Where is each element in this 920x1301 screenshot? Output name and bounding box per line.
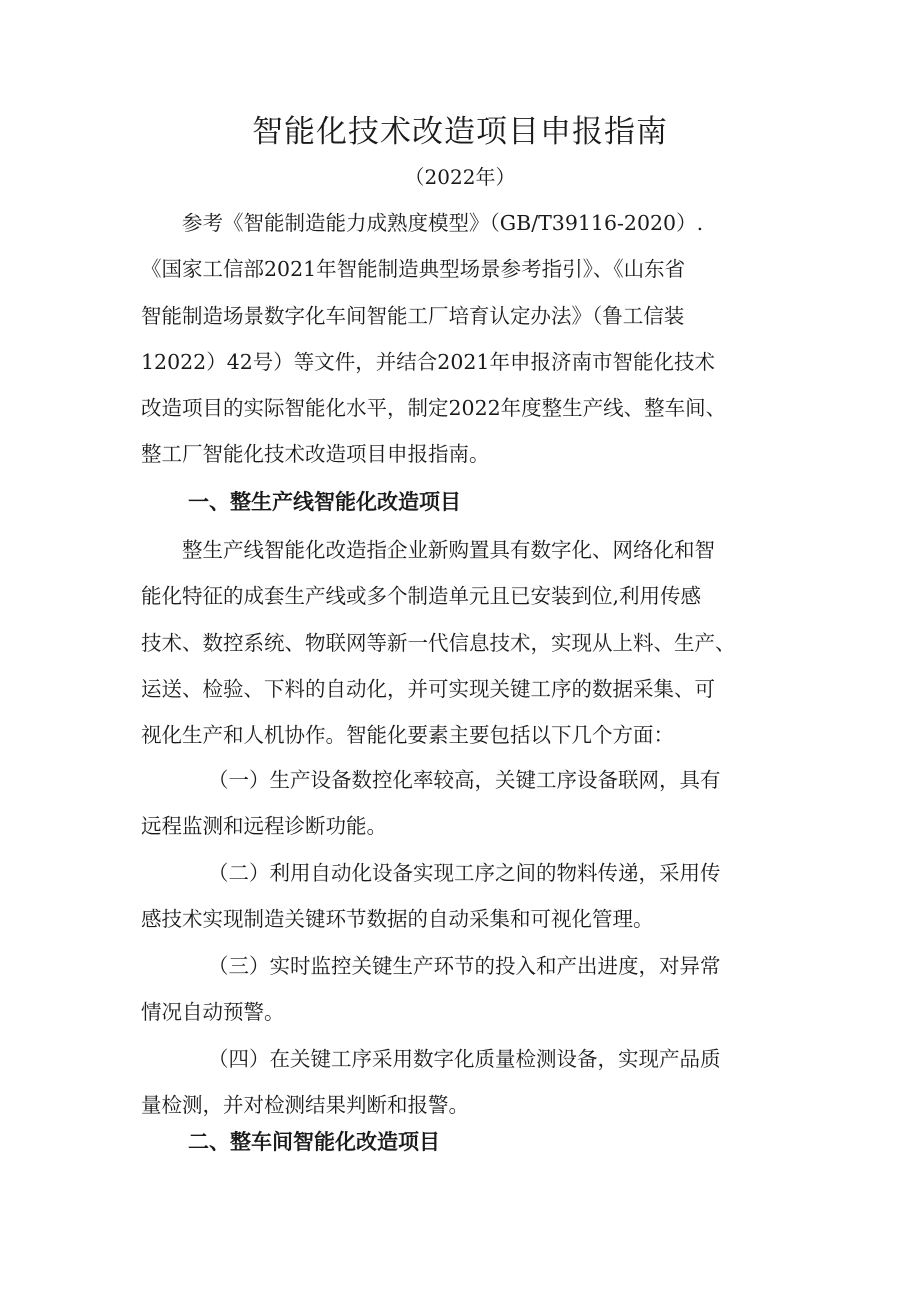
list-item-line: （一）生产设备数控化率较高，关键工序设备联网，具有 bbox=[208, 768, 721, 792]
intro-line: 参考《智能制造能力成熟度模型》（GB/T39116-2020）. bbox=[182, 211, 704, 235]
section1-paragraph bbox=[141, 527, 801, 758]
list-item-2 bbox=[141, 850, 801, 943]
section-heading-1: 一、整生产线智能化改造项目 bbox=[188, 490, 461, 514]
body-line: 运送、检验、下料的自动化，并可实现关键工序的数据采集、可 bbox=[141, 676, 715, 701]
document-year: （2022年） bbox=[404, 165, 516, 189]
list-item-line: （四）在关键工序采用数字化质量检测设备，实现产品质 bbox=[208, 1047, 721, 1071]
list-item-line: 感技术实现制造关键环节数据的自动采集和可视化管理。 bbox=[141, 907, 654, 932]
intro-line: 智能制造场景数字化车间智能工厂培育认定办法》（鲁工信装 bbox=[141, 303, 685, 328]
body-line: 技术、数控系统、物联网等新一代信息技术，实现从上料、生产、 bbox=[141, 630, 736, 655]
list-item-3 bbox=[141, 943, 801, 1036]
intro-line: 《国家工信部2021年智能制造典型场景参考指引》、《山东省 bbox=[141, 257, 686, 282]
list-item-4 bbox=[141, 1036, 801, 1129]
section-heading-2: 二、整车间智能化改造项目 bbox=[188, 1130, 440, 1154]
intro-line: 改造项目的实际智能化水平，制定2022年度整生产线、整车间、 bbox=[141, 396, 727, 421]
list-item-line: 情况自动预警。 bbox=[141, 1000, 285, 1025]
document-title: 智能化技术改造项目申报指南 bbox=[252, 114, 668, 150]
list-item-line: 远程监测和远程诊断功能。 bbox=[141, 814, 387, 839]
intro-paragraph bbox=[141, 200, 801, 478]
body-line: 整生产线智能化改造指企业新购置具有数字化、网络化和智 bbox=[182, 538, 715, 562]
list-item-line: （三）实时监控关键生产环节的投入和产出进度，对异常 bbox=[208, 954, 721, 978]
list-item-line: 量检测，并对检测结果判断和报警。 bbox=[141, 1093, 469, 1118]
list-item-1 bbox=[141, 757, 801, 850]
intro-line: 12022）42号）等文件，并结合2021年申报济南市智能化技术 bbox=[141, 349, 715, 374]
intro-line: 整工厂智能化技术改造项目申报指南。 bbox=[141, 442, 490, 467]
list-item-line: （二）利用自动化设备实现工序之间的物料传递，采用传 bbox=[208, 861, 721, 885]
body-line: 能化特征的成套生产线或多个制造单元且已安装到位,利用传感 bbox=[141, 584, 702, 609]
body-line: 视化生产和人机协作。智能化要素主要包括以下几个方面： bbox=[141, 723, 674, 748]
